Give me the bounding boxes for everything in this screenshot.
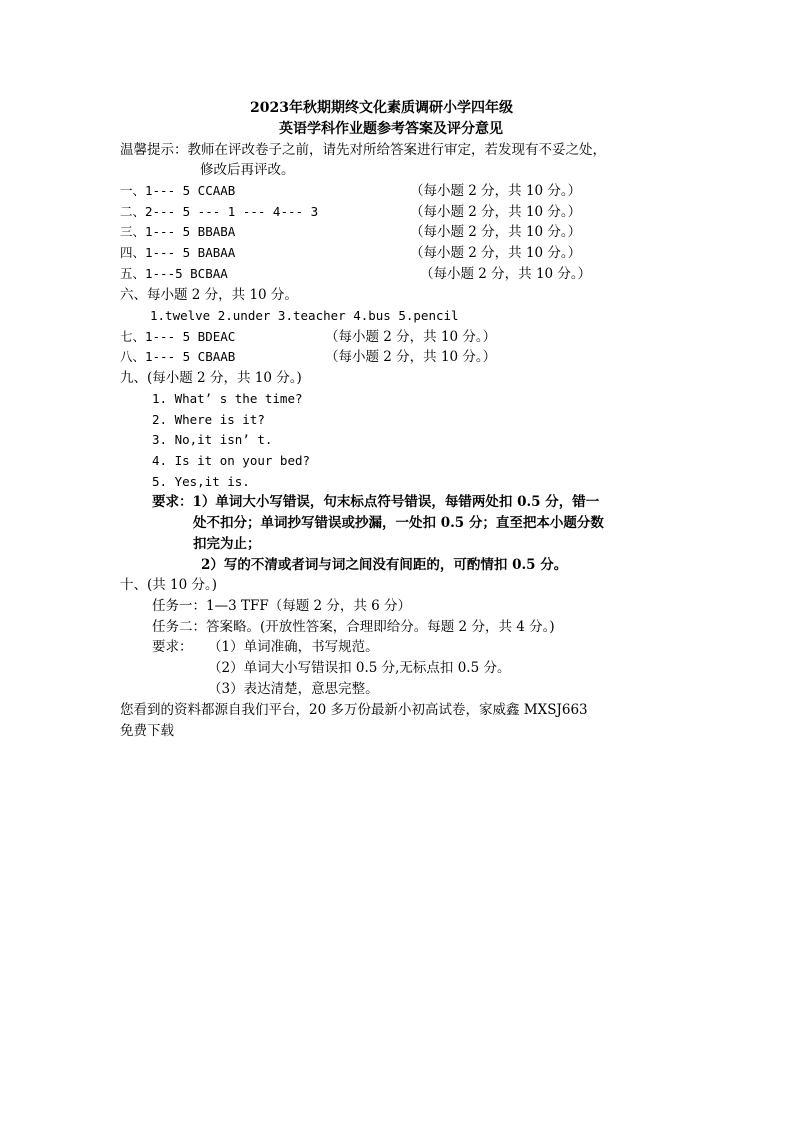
section-2-answer: 二、2--- 5 --- 1 --- 4--- 3 (120, 204, 319, 219)
section-10-heading: 十、(共 10 分。) (120, 577, 218, 593)
section-9-requirement-line-4: 2）写的不清或者词与词之间没有间距的，可酌情扣 0.5 分。 (201, 557, 568, 573)
section-3-score: （每小题 2 分，共 10 分。） (410, 224, 582, 240)
section-9-heading: 九、(每小题 2 分，共 10 分。) (120, 370, 302, 386)
section-9-item-3: 3. No,it isn’ t. (152, 432, 273, 447)
section-10-requirement-label: 要求： (152, 639, 193, 655)
section-4-answer: 四、1--- 5 BABAA (120, 245, 236, 260)
section-10-task-2: 任务二：答案略。(开放性答案，合理即给分。每题 2 分，共 4 分。) (152, 619, 555, 635)
section-7-answer: 七、1--- 5 BDEAC (120, 329, 236, 344)
section-4-score: （每小题 2 分，共 10 分。） (410, 245, 582, 261)
section-9-item-4: 4. Is it on your bed? (152, 453, 311, 468)
section-1-score: （每小题 2 分，共 10 分。） (410, 183, 582, 199)
section-7-score: （每小题 2 分，共 10 分。） (325, 329, 497, 345)
section-5-score: （每小题 2 分，共 10 分。） (420, 266, 592, 282)
section-10-requirement-3: （3）表达清楚，意思完整。 (208, 681, 379, 697)
section-2-score: （每小题 2 分，共 10 分。） (410, 204, 582, 220)
section-10-requirement-2: （2）单词大小写错误扣 0.5 分,无标点扣 0.5 分。 (208, 660, 511, 676)
section-8-score: （每小题 2 分，共 10 分。） (325, 349, 497, 365)
section-5-answer: 五、1---5 BCBAA (120, 266, 228, 281)
section-3-answer: 三、1--- 5 BBABA (120, 224, 236, 239)
tip-line-1: 温馨提示：教师在评改卷子之前，请先对所给答案进行审定，若发现有不妥之处， (120, 142, 606, 158)
section-6-answers: 1.twelve 2.under 3.teacher 4.bus 5.pencil (150, 308, 459, 323)
section-10-task-1: 任务一：1—3 TFF（每题 2 分，共 6 分） (152, 598, 412, 614)
section-1-answer: 一、1--- 5 CCAAB (120, 183, 236, 198)
section-10-requirement-1: （1）单词准确，书写规范。 (208, 639, 379, 655)
section-9-requirement-line-3: 扣完为止； (193, 536, 261, 552)
section-6-heading: 六、每小题 2 分，共 10 分。 (120, 287, 298, 303)
section-9-requirement-line-1: 要求：1）单词大小写错误，句末标点符号错误，每错两处扣 0.5 分，错一 (152, 494, 600, 510)
tip-line-2: 修改后再评改。 (200, 162, 295, 178)
section-8-answer: 八、1--- 5 CBAAB (120, 349, 236, 364)
section-9-requirement-line-2: 处不扣分；单词抄写错误或抄漏，一处扣 0.5 分；直至把本小题分数 (193, 515, 604, 531)
section-9-item-2: 2. Where is it? (152, 412, 265, 427)
title-line-2: 英语学科作业题参考答案及评分意见 (279, 121, 503, 137)
title-line-1: 2023年秋期期终文化素质调研小学四年级 (250, 100, 513, 116)
footer-line-1: 您看到的资料都源自我们平台，20 多万份最新小初高试卷，家威鑫 MXSJ663 (120, 702, 588, 718)
footer-line-2: 免费下载 (120, 723, 174, 739)
section-9-item-1: 1. What’ s the time? (152, 391, 303, 406)
section-9-item-5: 5. Yes,it is. (152, 474, 250, 489)
